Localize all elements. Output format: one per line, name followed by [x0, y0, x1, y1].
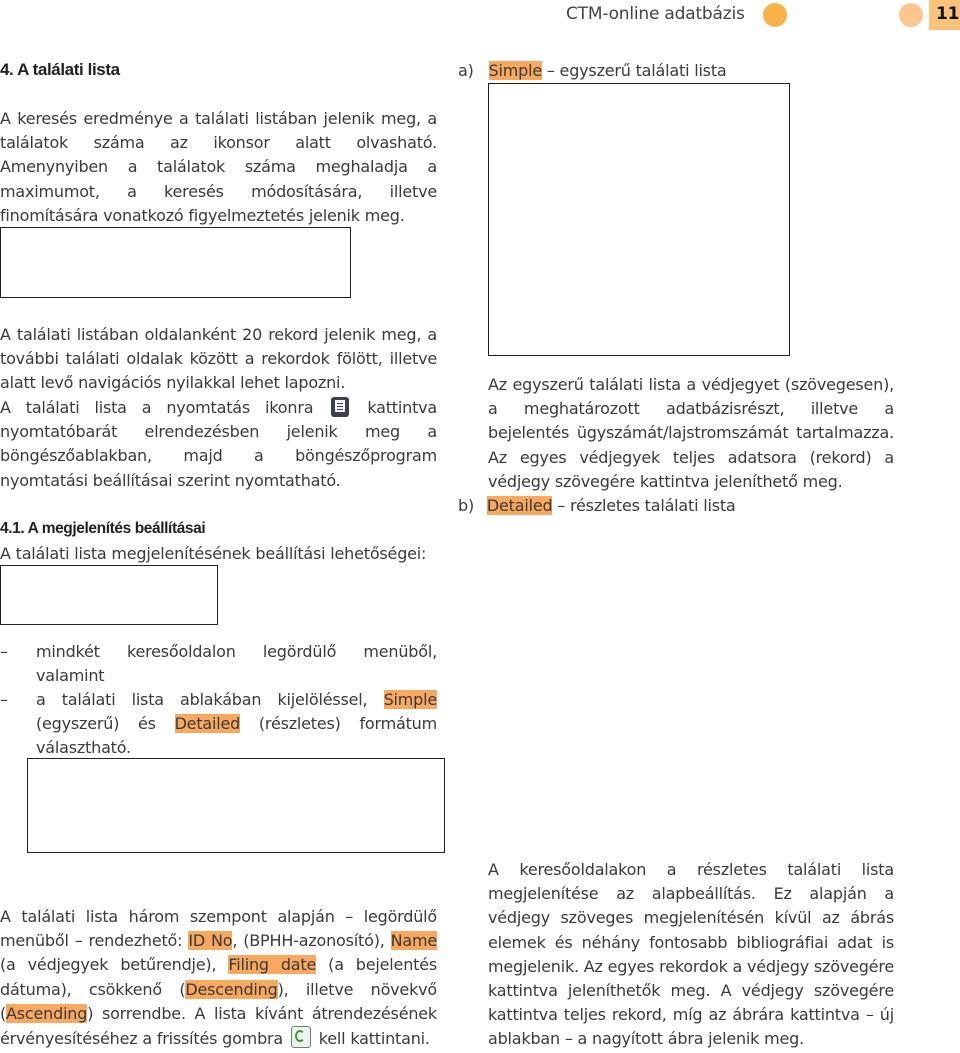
list-item: [0, 688, 437, 761]
screenshot-placeholder-warning: [0, 227, 351, 298]
print-text-after: kattintva nyomtatóbarát elrendezésben jelenik meg a böngészőablakban, majd a böngészőprogram nyomtatási beállításai szerint nyomtatható.: [0, 398, 438, 490]
highlight-simple-term: Simple: [488, 61, 542, 80]
bullet-dash: –: [0, 642, 8, 661]
list-item-text: (egyszerű) és: [36, 714, 156, 734]
sort-text: (a bejelentés dátuma), csökkenő (: [0, 955, 437, 999]
paragraph-pagination: A találati listában oldalanként 20 rekord jelenik meg, a további találati oldalak között a rekordok fölött, illetve alatt levő navigációs nyilakkal lehet lapozni.: [0, 325, 437, 393]
item-marker: b): [458, 496, 474, 515]
highlight-simple: Simple: [383, 690, 437, 709]
item-title: – részletes találati lista: [557, 496, 736, 515]
item-marker: a): [458, 61, 474, 80]
paragraph-sorting: [0, 905, 437, 1051]
screenshot-placeholder-dropdown: [0, 565, 218, 625]
screenshot-placeholder-simple-list: [488, 83, 790, 356]
sort-text: ) sorrendbe. A lista kívánt átrendezésének érvényesítéséhez a frissítés gombra: [0, 1003, 437, 1049]
highlight-id-no: ID No: [188, 931, 233, 951]
running-title: CTM-online adatbázis: [566, 4, 745, 24]
paragraph-results: A keresés eredménye a találati listában jelenik meg, a találatok száma az ikonsor alatt olvasható. Amenynyiben a találatok száma meghaladja a maximumot, a keresés módosítására, illetve finomítására vonatkozó figyelmeztetés jelenik meg.: [0, 109, 437, 225]
highlight-filing-date: Filing date: [228, 955, 317, 975]
highlight-detailed-term: Detailed: [486, 496, 553, 515]
screenshot-placeholder-result-window: [27, 758, 445, 853]
decorative-circle-icon: [763, 3, 787, 27]
print-icon[interactable]: [331, 397, 349, 417]
item-a-simple: [458, 59, 727, 83]
bullet-dash: –: [0, 690, 8, 709]
highlight-name: Name: [390, 931, 438, 951]
item-b-detailed: [458, 494, 736, 518]
print-text-before: A találati lista a nyomtatás ikonra: [0, 398, 314, 417]
highlight-ascending: Ascending: [6, 1003, 88, 1023]
highlight-descending: Descending: [185, 979, 278, 999]
paragraph-detailed-list: A keresőoldalakon a részletes találati lista megjelenítése az alapbeállítás. Ez alapján a védjegy szöveges megjelenítésén kívül az ábrás elemek és néhány fontosabb bibliográfiai adat is megjelenik. Az egyes rekordok a védjegy szövegére kattintva jeleníthetők meg. A védjegy szövegére kattintva teljes rekord, míg az ábrára kattintva – új ablakban – a nagyított ábra jelenik meg.: [488, 860, 894, 1049]
refresh-icon[interactable]: [291, 1026, 311, 1048]
paragraph-print: [0, 396, 437, 493]
list-item-text: mindkét keresőoldalon legördülő menüből, valamint: [36, 642, 437, 686]
sort-text: , (BPHH-azonosító),: [232, 931, 385, 951]
highlight-detailed: Detailed: [174, 714, 241, 734]
page-number: 11: [936, 4, 960, 24]
decorative-circle-icon: [899, 3, 923, 27]
sort-text: ), illetve növekvő (: [0, 979, 437, 1023]
list-item-text: (részletes) formátum választható.: [36, 714, 437, 758]
list-item-text: a találati lista ablakában kijelöléssel,: [36, 690, 368, 709]
paragraph-simple-list: Az egyszerű találati lista a védjegyet (szövegesen), a meghatározott adatbázisrészt, illetve a bejelentés ügyszámát/lajstromszámát tartalmazza. Az egyes védjegyek teljes adatsora (rekord) a védjegy szövegére kattintva jeleníthető meg.: [488, 375, 894, 491]
sort-text: A találati lista három szempont alapján – legördülő menüből – rendezhető:: [0, 907, 437, 951]
list-item: [0, 640, 437, 688]
subsection-heading: 4.1. A megjelenítés beállításai: [0, 520, 206, 537]
sort-text: kell kattintani.: [318, 1029, 430, 1049]
subsection-intro: A találati lista megjelenítésének beállítási lehetőségei:: [0, 544, 427, 563]
section-heading: 4. A találati lista: [0, 60, 120, 79]
sort-text: (a védjegyek betűrendje),: [0, 955, 217, 975]
item-title: – egyszerű találati lista: [546, 61, 727, 80]
